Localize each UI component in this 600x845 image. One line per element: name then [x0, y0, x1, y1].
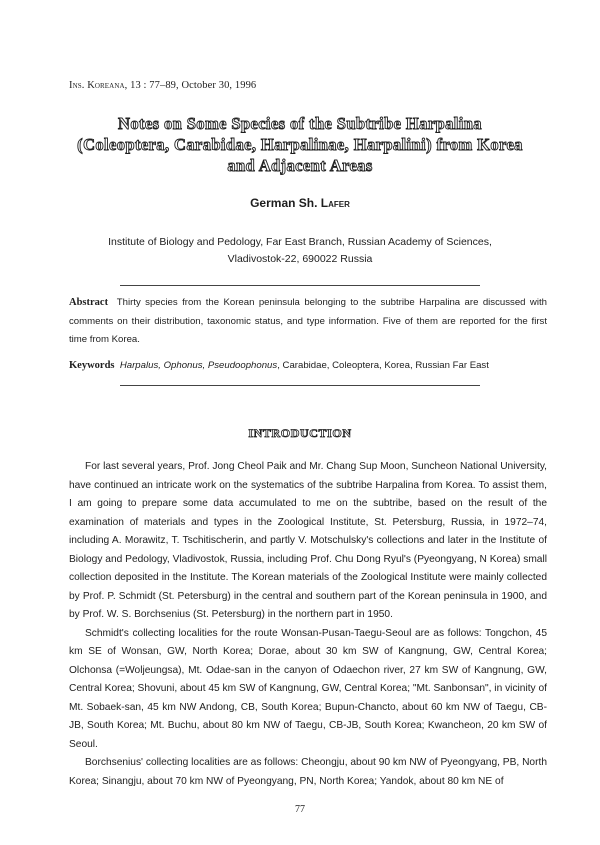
paragraph-2: Schmidt's collecting localities for the route Wonsan-Pusan-Taegu-Seoul are as follows: Tongchon, 45 km SE of Wonsan, GW, North Korea; Dorae, about 30 km SW of Kangnung, GW, Central Korea; Olchonsa (=Woljeungsa), Mt. Odae-san in the canyon of Odaechon river, 27 km SW of Kangnung, GW, Central Korea; Shovuni, about 45 km SW of Kangnung, GW, Central Korea; "Mt. Sanbonsan", in vicinity of Mt. Sobaek-san, 45 km NW Andong, CB, South Korea; Bupun-Chancto, about 60 km NW of Taegu, CB-JB, South Korea; Mt. Buchu, about 80 km NW of Taegu, CB-JB, South Korea; Kwancheon, 20 km SW of Seoul. [69, 627, 547, 750]
journal-citation [69, 80, 256, 91]
keywords-genera: Harpalus, Ophonus, Pseudoophonus [119, 360, 278, 371]
paper-title [50, 113, 550, 176]
section-heading: INTRODUCTION [248, 426, 352, 440]
citation-details: , 13 : 77–89, October 30, 1996 [124, 80, 257, 91]
keywords-label: Keywords [69, 360, 115, 371]
author-name [0, 196, 600, 210]
paragraph-1: For last several years, Prof. Jong Cheol Paik and Mr. Chang Sup Moon, Suncheon National University, have continued an intricate work on the systematics of the subtribe Harpalina from Korea. To assist them, I am going to prepare some data accumulated to me on the subtribe, based on the result of the examination of materials and types in the Zoological Institute, St. Petersburg, Russia, in 1972–74, including A. Morawitz, T. Tschitischerin, and partly V. Motschulsky's collections and later in the Institute of Biology and Pedology, Vladivostok, Russia, including Prof. Chu Dong Ryul's (Pyeongyang, N Korea) small collection deposited in the Institute. The Korean materials of the Zoological Institute were mainly collected by Prof. P. Schmidt (St. Petersburg) in the central and southern part of the Korean peninsula in 1900, and by Prof. W. S. Borchsenius (St. Petersburg) in the northern part in 1950. [69, 461, 547, 620]
title-line-3: and Adjacent Areas [227, 156, 373, 175]
abstract-top-divider [120, 285, 480, 286]
page-number: 77 [295, 804, 305, 815]
author-family-name: Lafer [320, 196, 350, 210]
title-line-2: (Coleoptera, Carabidae, Harpalinae, Harpalini) from Korea [77, 135, 523, 154]
section-body [69, 458, 547, 791]
abstract [69, 294, 547, 350]
affiliation-line-2: Vladivostok-22, 690022 Russia [227, 252, 373, 265]
author-given-name: German Sh. [250, 196, 318, 210]
keywords-rest: , Carabidae, Coleoptera, Korea, Russian Far East [277, 360, 489, 371]
affiliation-line-1: Institute of Biology and Pedology, Far East Branch, Russian Academy of Sciences, [108, 236, 492, 248]
keywords [69, 360, 547, 371]
abstract-bottom-divider [120, 385, 480, 386]
title-line-1: Notes on Some Species of the Subtribe Harpalina [118, 114, 482, 133]
abstract-text: Thirty species from the Korean peninsula belonging to the subtribe Harpalina are discussed with comments on their distribution, taxonomic status, and type information. Five of them are reported for the first time from Korea. [69, 297, 547, 345]
paragraph-3: Borchsenius' collecting localities are as follows: Cheongju, about 90 km NW of Pyeongyang, PB, North Korea; Sinangju, about 70 km NW of Pyeongyang, PN, North Korea; Yandok, about 80 km NE of [69, 757, 547, 787]
abstract-label: Abstract [69, 297, 109, 308]
author-affiliation [60, 234, 540, 267]
journal-name: Ins. Koreana [69, 80, 125, 91]
